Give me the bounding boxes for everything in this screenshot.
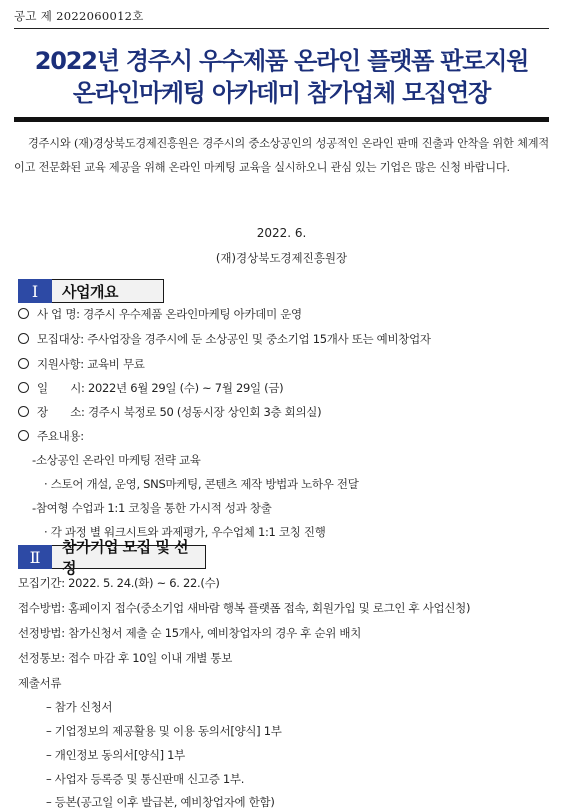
recruit-row: 접수방법: 홈페이지 접수(중소기업 새바람 행복 플랫폼 접속, 회원가입 및 로그인 후 사업신청)	[18, 601, 471, 615]
document-item: – 개인정보 동의서[양식] 1부	[46, 748, 185, 762]
title-line-2: 온라인마케팅 아카데미 참가업체 모집연장	[72, 79, 491, 107]
document-item: – 사업자 등록증 및 통신판매 신고증 1부.	[46, 772, 245, 786]
issuer-name: (재)경상북도경제진흥원장	[215, 251, 348, 265]
circle-bullet-icon	[18, 308, 29, 319]
title-line-1: 2022년 경주시 우수제품 온라인 플랫폼 판로지원	[34, 47, 529, 75]
section-2-number: Ⅱ	[18, 545, 52, 569]
overview-item: 일 시: 2022년 6월 29일 (수) ~ 7월 29일 (금)	[18, 380, 549, 396]
required-documents-label: 제출서류	[18, 676, 62, 690]
section-1-header	[18, 279, 164, 303]
content-line: -참여형 수업과 1:1 코칭을 통한 가시적 성과 창출	[32, 501, 272, 515]
section-1-number: Ⅰ	[18, 279, 52, 303]
circle-bullet-icon	[18, 382, 29, 393]
section-1-title: 사업개요	[52, 279, 164, 303]
overview-item: 사 업 명: 경주시 우수제품 온라인마케팅 아카데미 운영	[18, 306, 549, 322]
circle-bullet-icon	[18, 358, 29, 369]
overview-item: 지원사항: 교육비 무료	[18, 356, 549, 372]
content-line: · 스토어 개설, 운영, SNS마케팅, 콘텐츠 제작 방법과 노하우 전달	[44, 477, 359, 491]
circle-bullet-icon	[18, 430, 29, 441]
document-item: – 등본(공고일 이후 발급본, 예비창업자에 한함)	[46, 795, 275, 809]
notice-number: 공고 제 2022060012호	[14, 9, 144, 23]
overview-item: 주요내용:	[18, 428, 549, 444]
intro-paragraph: 경주시와 (재)경상북도경제진흥원은 경주시의 중소상공인의 성공적인 온라인 판매 진출과 안착을 위한 체계적이고 전문화된 교육 제공을 위해 온라인 마케팅 교육을 실시하오니 관심 있는 기업은 많은 신청 바랍니다.	[14, 137, 549, 174]
circle-bullet-icon	[18, 333, 29, 344]
content-line: · 각 과정 별 워크시트와 과제평가, 우수업체 1:1 코칭 진행	[44, 525, 326, 539]
circle-bullet-icon	[18, 406, 29, 417]
section-2-title: 참가기업 모집 및 선정	[52, 545, 206, 569]
recruit-row: 선정통보: 접수 마감 후 10일 이내 개별 통보	[18, 651, 233, 665]
content-line: -소상공인 온라인 마케팅 전략 교육	[32, 453, 201, 467]
top-divider	[14, 28, 549, 29]
section-2-header	[18, 538, 206, 577]
document-item: – 기업정보의 제공활용 및 이용 동의서[양식] 1부	[46, 724, 282, 738]
announcement-date: 2022. 6.	[256, 226, 307, 240]
title-divider	[14, 117, 549, 122]
recruit-row: 선정방법: 참가신청서 제출 순 15개사, 예비창업자의 경우 후 순위 배치	[18, 626, 362, 640]
recruit-row: 모집기간: 2022. 5. 24.(화) ~ 6. 22.(수)	[18, 576, 220, 590]
overview-item: 모집대상: 주사업장을 경주시에 둔 소상공인 및 중소기업 15개사 또는 예비창업자	[18, 331, 549, 347]
document-item: – 참가 신청서	[46, 700, 113, 714]
overview-item: 장 소: 경주시 북정로 50 (성동시장 상인회 3층 회의실)	[18, 404, 549, 420]
